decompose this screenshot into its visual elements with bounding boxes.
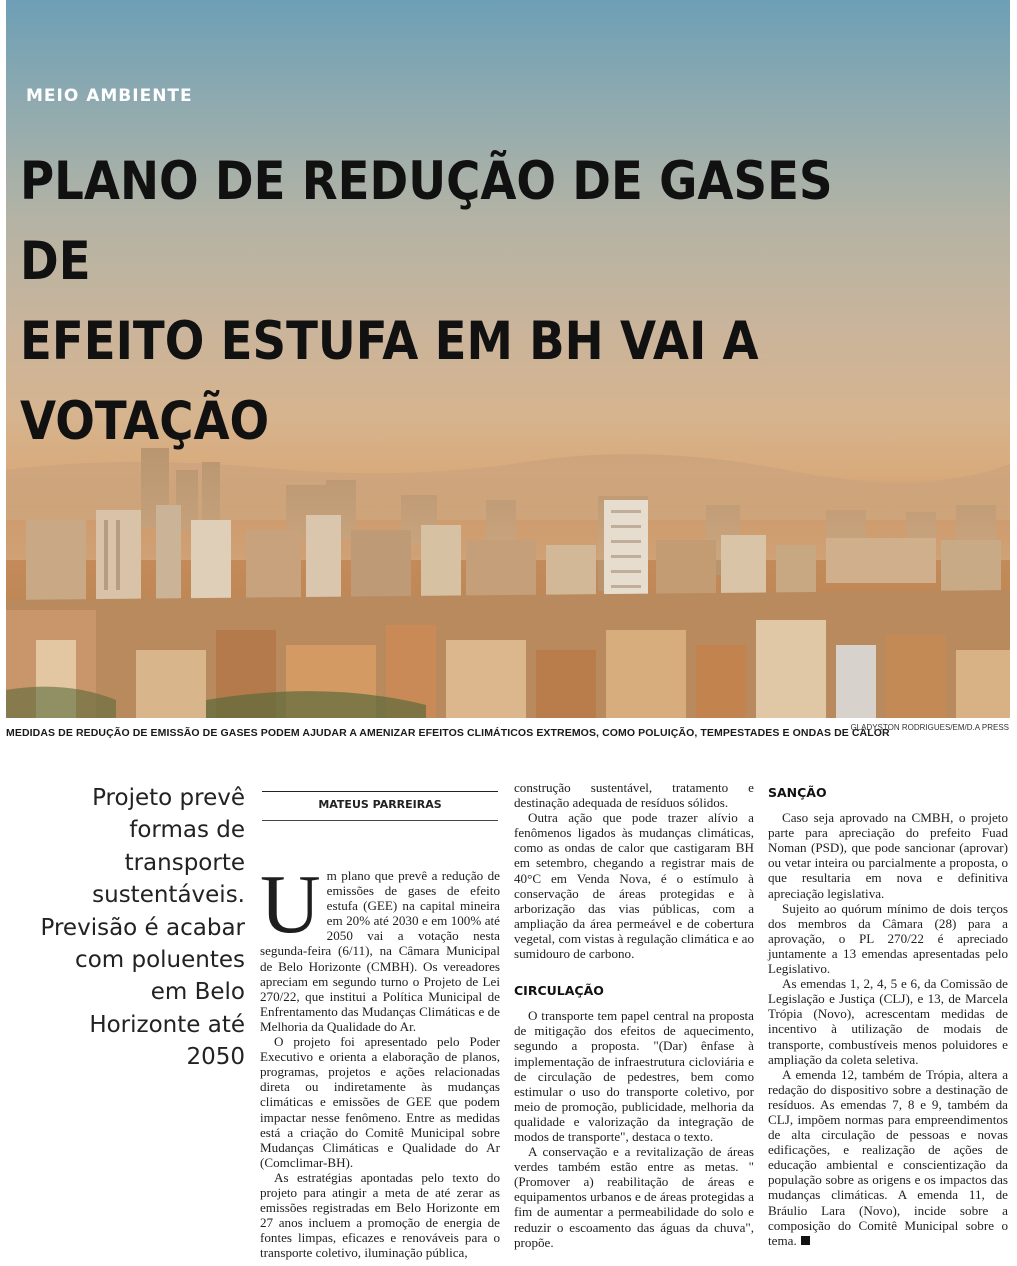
byline-box [262,791,498,821]
paragraph: Caso seja aprovado na CMBH, o projeto parte para apreciação do prefeito Fuad Noman (PSD), que pode sancionar (aprovar) ou vetar inteira ou parcialmente a proposta, o que resultaria em nova e definitiva apreciação legislativa. [768,810,1008,901]
photo-credit: GLADYSTON RODRIGUES/EM/D.A PRESS [850,723,1009,732]
subhead-circulacao: CIRCULAÇÃO [514,983,604,999]
paragraph: As estratégias apontadas pelo texto do projeto para atingir a meta de até zerar as emissões registradas em Belo Horizonte em 27 anos incluem a promoção de energia de fontes limpas, eficazes e renováveis para o transporte coletivo, iluminação pública, [260,1169,500,1261]
paragraph: Outra ação que pode trazer alívio a fenômenos ligados às mudanças climáticas, como as ondas de calor que castigaram BH em setembro, chegando a registrar mais de 40°C em Venda Nova, é o estímulo à conservação de áreas protegidas e à arborização das vias públicas, com a ampliação da área permeável e de cobertura vegetal, com vistas à regulação climática e ao sumidouro de carbono. [514,810,754,962]
article-column-4 [768,785,1008,1248]
paragraph: Um plano que prevê a redução de emissões de gases de efeito estufa (GEE) na capital mineira em 20% até 2030 e em 100% até 2050 vai a votação nesta segunda-feira (6/11), na Câmara Municipal de Belo Horizonte (CMBH). Os vereadores apreciam em segundo turno o Projeto de Lei 270/22, que institui a Política Municipal de Enfrentamento das Mudanças Climáticas e de Melhoria da Qualidade do Ar. [260,858,500,1034]
paragraph: A conservação e a revitalização de áreas verdes também estão entre as metas. "(Promover a) reabilitação de áreas e equipamentos urbanos e de áreas protegidas a fim de aumentar a permeabilidade do solo e reduzir o escoamento das águas da chuva", propõe. [514,1144,754,1250]
end-mark-icon [801,1236,810,1245]
deck-subtitle: Projeto prevê formas de transporte sustentáveis. Previsão é acabar com poluentes em Belo Horizonte até 2050 [40,785,245,1071]
paragraph: A emenda 12, também de Trópia, altera a redação do dispositivo sobre a destinação de resíduos. As emendas 7, 8 e 9, também da CLJ, impõem normas para empreendimentos de alta circulação de pessoas e novas edificações, e realização de ações de educação ambiental e conscientização da população sobre as origens e os impactos das mudanças climáticas. A emenda 11, de Bráulio Lara (Novo), incide sobre a composição do Comitê Municipal sobre o tema. [768,1066,1008,1248]
paragraph: O transporte tem papel central na proposta de mitigação dos efeitos de aquecimento, segundo a proposta. "(Dar) ênfase à implementação de infraestrutura cicloviária e de circulação de pedestres, bem como estimular o uso do transporte coletivo, por meio de promoção, publicidade, melhoria da qualidade e valorização da integração de modos de transporte", destaca o texto. [514,1008,754,1144]
paragraph: Sujeito ao quórum mínimo de dois terços dos membros da Câmara (28) para a aprovação, o PL 270/22 é apreciado juntamente a 13 emendas apresentadas pelo Legislativo. [768,900,1008,977]
article-column-3 [514,780,754,1250]
headline: PLANO DE REDUÇÃO DE GASES DE EFEITO ESTUFA EM BH VAI A VOTAÇÃO [20,151,833,452]
subhead-sancao: SANÇÃO [768,785,827,800]
photo-caption: MEDIDAS DE REDUÇÃO DE EMISSÃO DE GASES PODEM AJUDAR A AMENIZAR EFEITOS CLIMÁTICOS EXTREMOS, COMO POLUIÇÃO, TEMPESTADES E ONDAS DE CALOR [6,727,890,739]
paragraph: As emendas 1, 2, 4, 5 e 6, da Comissão de Legislação e Justiça (CLJ), e 13, de Marcela Trópia (Novo), acrescentam medidas de incentivo à utilização de modais de transporte, combustíveis menos poluidores e ampliação da coleta seletiva. [768,976,1008,1067]
paragraph: O projeto foi apresentado pelo Poder Executivo e orienta a elaboração de planos, programas, projetos e ações relacionadas direta ou indiretamente às mudanças climáticas e emissões de GEE que podem impactar nesse fenômeno. Entre as medidas está a criação do Comitê Municipal sobre Mudanças Climáticas e Qualidade do Ar (Comclimar-BH). [260,1034,500,1170]
byline: MATEUS PARREIRAS [318,798,442,811]
section-tag: MEIO AMBIENTE [26,86,193,106]
article-column-2 [260,858,500,1261]
hero-photo [6,0,1010,718]
dropcap: U [260,858,321,951]
paragraph: construção sustentável, tratamento e destinação adequada de resíduos sólidos. [514,780,754,811]
